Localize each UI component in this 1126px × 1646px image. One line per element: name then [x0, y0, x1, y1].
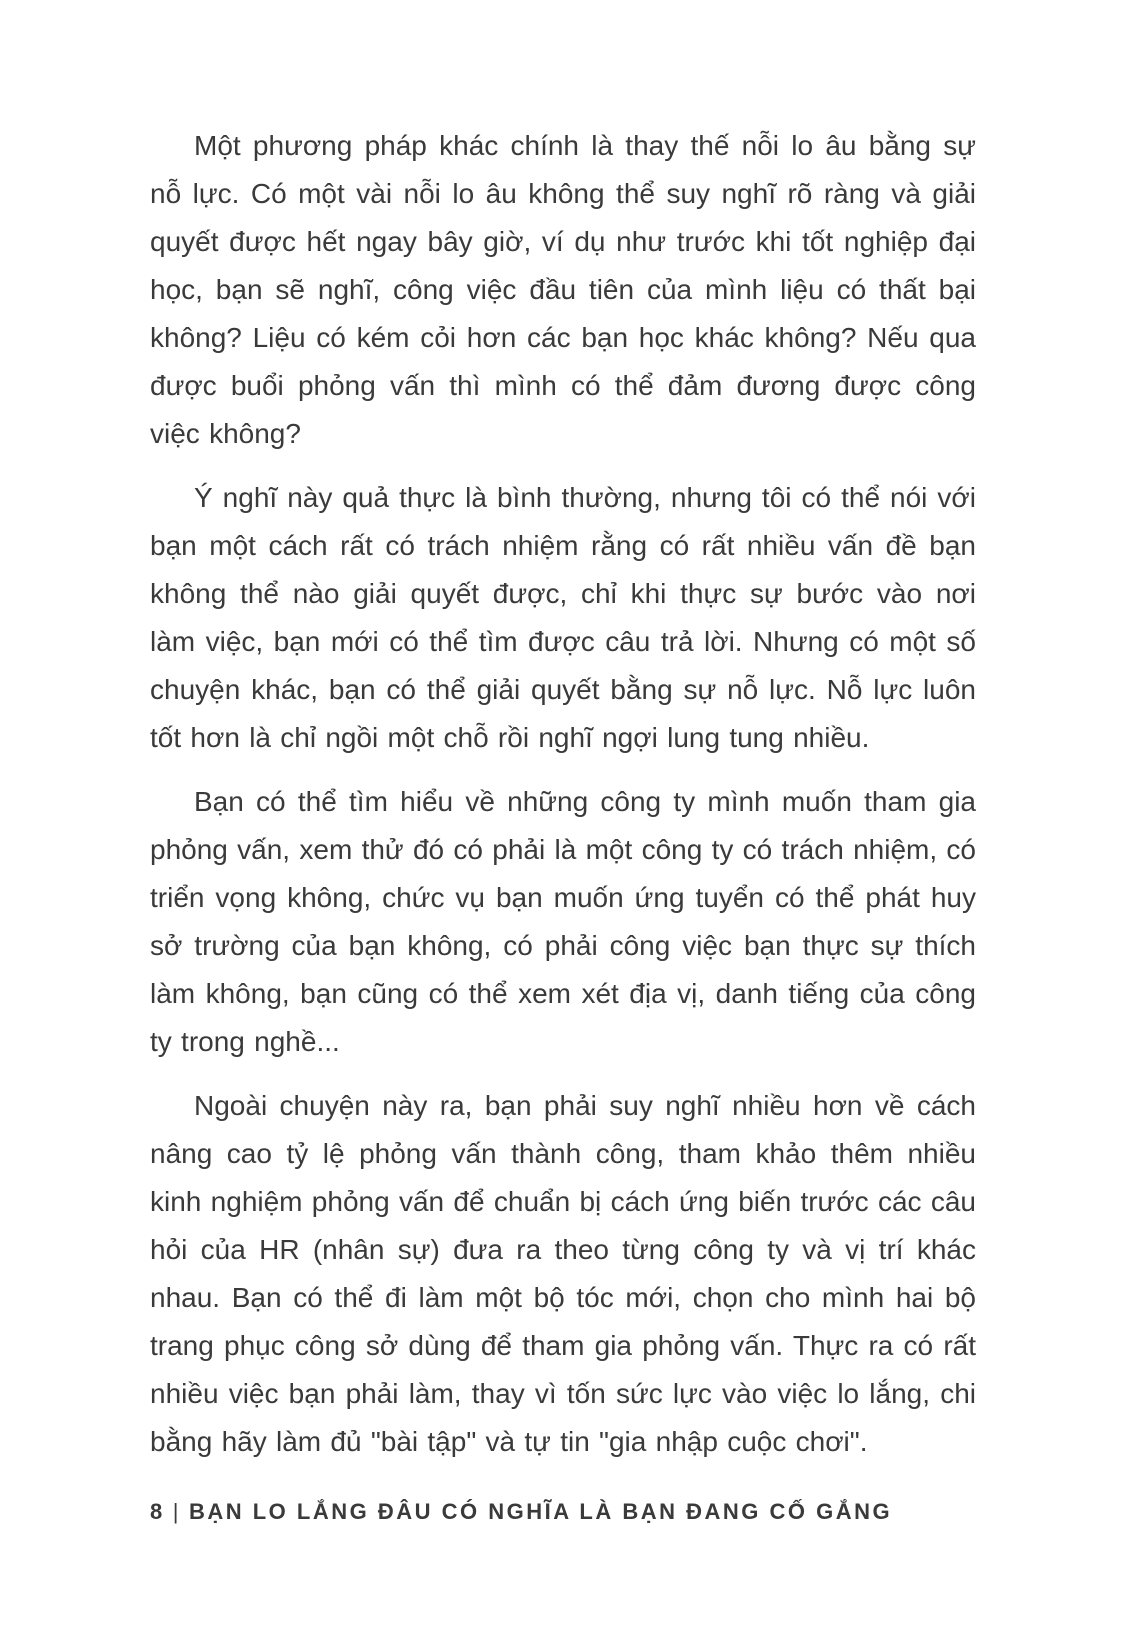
paragraph: Ngoài chuyện này ra, bạn phải suy nghĩ nhiều hơn về cách nâng cao tỷ lệ phỏng vấn thành công, tham khảo thêm nhiều kinh nghiệm phỏng vấn để chuẩn bị cách ứng biến trước các câu hỏi của HR (nhân sự) đưa ra theo từng công ty và vị trí khác nhau. Bạn có thể đi làm một bộ tóc mới, chọn cho mình hai bộ trang phục công sở dùng để tham gia phỏng vấn. Thực ra có rất nhiều việc bạn phải làm, thay vì tốn sức lực vào việc lo lắng, chi bằng hãy làm đủ "bài tập" và tự tin "gia nhập cuộc chơi". [150, 1090, 976, 1457]
paragraph: Ý nghĩ này quả thực là bình thường, nhưng tôi có thể nói với bạn một cách rất có trách nhiệm rằng có rất nhiều vấn đề bạn không thể nào giải quyết được, chỉ khi thực sự bước vào nơi làm việc, bạn mới có thể tìm được câu trả lời. Nhưng có một số chuyện khác, bạn có thể giải quyết bằng sự nỗ lực. Nỗ lực luôn tốt hơn là chỉ ngồi một chỗ rồi nghĩ ngợi lung tung nhiều. [150, 482, 976, 753]
body-text [150, 122, 976, 1482]
page-number: 8 [150, 1499, 165, 1524]
paragraph: Một phương pháp khác chính là thay thế nỗi lo âu bằng sự nỗ lực. Có một vài nỗi lo âu không thể suy nghĩ rõ ràng và giải quyết được hết ngay bây giờ, ví dụ như trước khi tốt nghiệp đại học, bạn sẽ nghĩ, công việc đầu tiên của mình liệu có thất bại không? Liệu có kém cỏi hơn các bạn học khác không? Nếu qua được buổi phỏng vấn thì mình có thể đảm đương được công việc không? [150, 130, 976, 449]
running-title: BẠN LO LẮNG ĐÂU CÓ NGHĨA LÀ BẠN ĐANG CỐ GẮNG [188, 1499, 893, 1524]
paragraph: Bạn có thể tìm hiểu về những công ty mình muốn tham gia phỏng vấn, xem thử đó có phải là một công ty có trách nhiệm, có triển vọng không, chức vụ bạn muốn ứng tuyển có thể phát huy sở trường của bạn không, có phải công việc bạn thực sự thích làm không, bạn cũng có thể xem xét địa vị, danh tiếng của công ty trong nghề... [150, 786, 976, 1057]
running-footer [150, 1498, 892, 1526]
footer-separator: | [172, 1499, 181, 1524]
